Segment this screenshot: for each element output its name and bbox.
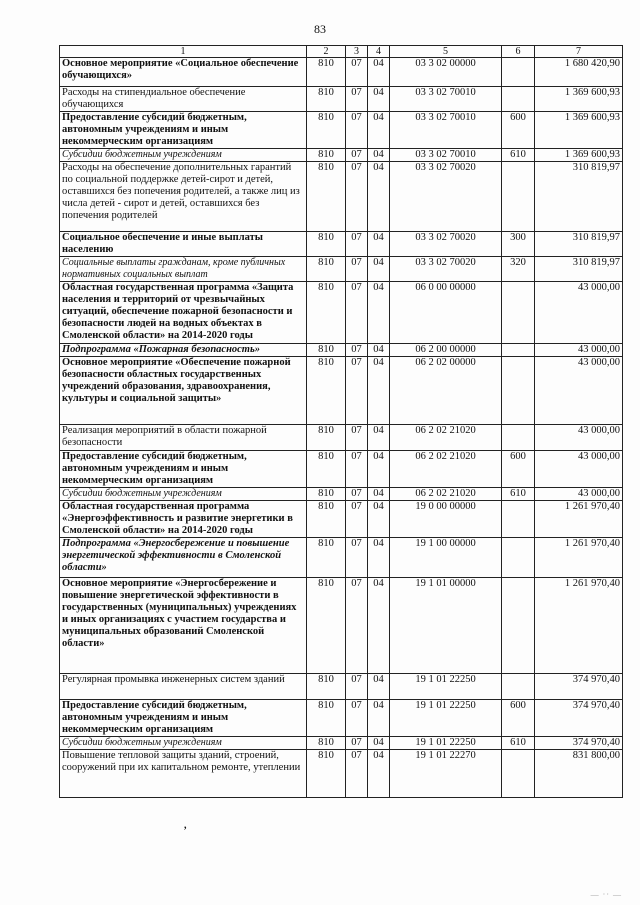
table-row [60, 451, 623, 488]
target-article-cell: 06 2 02 21020 [390, 488, 502, 501]
amount-cell: 1 680 420,90 [535, 58, 623, 87]
target-article-cell: 03 3 02 70010 [390, 149, 502, 162]
subsection-code-cell: 04 [368, 578, 390, 674]
section-code-cell: 07 [346, 357, 368, 425]
target-article-cell: 06 2 00 00000 [390, 344, 502, 357]
expense-type-cell [502, 578, 535, 674]
ministry-code-cell: 810 [307, 112, 346, 149]
amount-cell: 374 970,40 [535, 700, 623, 737]
section-code-cell: 07 [346, 232, 368, 257]
table-row [60, 344, 623, 357]
subsection-code-cell: 04 [368, 538, 390, 578]
expense-type-cell: 300 [502, 232, 535, 257]
subsection-code-cell: 04 [368, 357, 390, 425]
ministry-code-cell: 810 [307, 700, 346, 737]
ministry-code-cell: 810 [307, 451, 346, 488]
subsection-code-cell: 04 [368, 750, 390, 798]
section-code-cell: 07 [346, 162, 368, 232]
expense-type-cell [502, 538, 535, 578]
target-article-cell: 19 1 01 22250 [390, 700, 502, 737]
table-row [60, 737, 623, 750]
amount-cell: 43 000,00 [535, 425, 623, 451]
section-code-cell: 07 [346, 87, 368, 112]
ministry-code-cell: 810 [307, 87, 346, 112]
column-header-1: 1 [60, 46, 307, 58]
target-article-cell: 06 2 02 00000 [390, 357, 502, 425]
expense-type-cell: 610 [502, 488, 535, 501]
column-header-5: 5 [390, 46, 502, 58]
expense-type-cell [502, 87, 535, 112]
row-name-cell: Областная государственная программа «Энергоэффективность и развитие энергетики в Смоленской области» на 2014-2020 годы [60, 501, 307, 538]
ministry-code-cell: 810 [307, 674, 346, 700]
target-article-cell: 03 3 02 70020 [390, 162, 502, 232]
target-article-cell: 03 3 02 70020 [390, 232, 502, 257]
table-row [60, 58, 623, 87]
section-code-cell: 07 [346, 674, 368, 700]
section-code-cell: 07 [346, 578, 368, 674]
section-code-cell: 07 [346, 58, 368, 87]
subsection-code-cell: 04 [368, 425, 390, 451]
amount-cell: 1 369 600,93 [535, 112, 623, 149]
amount-cell: 1 261 970,40 [535, 578, 623, 674]
table-row [60, 488, 623, 501]
target-article-cell: 03 3 02 00000 [390, 58, 502, 87]
row-name-cell: Областная государственная программа «Защита населения и территорий от чрезвычайных ситуаций, обеспечение пожарной безопасности и безопасности людей на водных объектах в Смоленской области» на 2014-2020 годы [60, 282, 307, 344]
expense-type-cell [502, 58, 535, 87]
section-code-cell: 07 [346, 344, 368, 357]
amount-cell: 310 819,97 [535, 232, 623, 257]
section-code-cell: 07 [346, 501, 368, 538]
expense-type-cell [502, 425, 535, 451]
row-name-cell: Предоставление субсидий бюджетным, автономным учреждениям и иным некоммерческим организациям [60, 451, 307, 488]
row-name-cell: Субсидии бюджетным учреждениям [60, 149, 307, 162]
expense-type-cell [502, 282, 535, 344]
amount-cell: 831 800,00 [535, 750, 623, 798]
expense-type-cell [502, 674, 535, 700]
row-name-cell: Социальное обеспечение и иные выплаты населению [60, 232, 307, 257]
subsection-code-cell: 04 [368, 674, 390, 700]
target-article-cell: 19 1 01 22270 [390, 750, 502, 798]
amount-cell: 43 000,00 [535, 488, 623, 501]
subsection-code-cell: 04 [368, 700, 390, 737]
table-row [60, 700, 623, 737]
ministry-code-cell: 810 [307, 58, 346, 87]
amount-cell: 1 369 600,93 [535, 87, 623, 112]
ministry-code-cell: 810 [307, 578, 346, 674]
target-article-cell: 19 1 01 22250 [390, 737, 502, 750]
section-code-cell: 07 [346, 538, 368, 578]
subsection-code-cell: 04 [368, 149, 390, 162]
table-row [60, 357, 623, 425]
ministry-code-cell: 810 [307, 501, 346, 538]
target-article-cell: 03 3 02 70010 [390, 112, 502, 149]
section-code-cell: 07 [346, 700, 368, 737]
table-row [60, 750, 623, 798]
table-row [60, 578, 623, 674]
ministry-code-cell: 810 [307, 488, 346, 501]
amount-cell: 43 000,00 [535, 451, 623, 488]
target-article-cell: 19 1 00 00000 [390, 538, 502, 578]
expense-type-cell: 610 [502, 149, 535, 162]
table-row [60, 232, 623, 257]
amount-cell: 43 000,00 [535, 282, 623, 344]
subsection-code-cell: 04 [368, 87, 390, 112]
section-code-cell: 07 [346, 488, 368, 501]
amount-cell: 310 819,97 [535, 162, 623, 232]
subsection-code-cell: 04 [368, 232, 390, 257]
row-name-cell: Реализация мероприятий в области пожарной безопасности [60, 425, 307, 451]
table-body [60, 58, 623, 798]
row-name-cell: Подпрограмма «Пожарная безопасность» [60, 344, 307, 357]
section-code-cell: 07 [346, 425, 368, 451]
ministry-code-cell: 810 [307, 737, 346, 750]
amount-cell: 43 000,00 [535, 344, 623, 357]
row-name-cell: Расходы на обеспечение дополнительных гарантий по социальной поддержке детей-сирот и детей, оставшихся без попечения родителей, а также лиц из числа детей - сирот и детей, оставшихся без попечения родителей [60, 162, 307, 232]
row-name-cell: Предоставление субсидий бюджетным, автономным учреждениям и иным некоммерческим организациям [60, 700, 307, 737]
expense-type-cell [502, 344, 535, 357]
table-row [60, 501, 623, 538]
ministry-code-cell: 810 [307, 282, 346, 344]
subsection-code-cell: 04 [368, 501, 390, 538]
section-code-cell: 07 [346, 737, 368, 750]
column-header-3: 3 [346, 46, 368, 58]
table-row [60, 149, 623, 162]
row-name-cell: Расходы на стипендиальное обеспечение обучающихся [60, 87, 307, 112]
subsection-code-cell: 04 [368, 344, 390, 357]
target-article-cell: 19 1 01 00000 [390, 578, 502, 674]
target-article-cell: 06 2 02 21020 [390, 425, 502, 451]
expense-type-cell [502, 357, 535, 425]
row-name-cell: Субсидии бюджетным учреждениям [60, 488, 307, 501]
column-header-4: 4 [368, 46, 390, 58]
table-row [60, 257, 623, 282]
scan-artifact: — ·· — [590, 890, 622, 899]
expense-type-cell [502, 162, 535, 232]
subsection-code-cell: 04 [368, 737, 390, 750]
table-row [60, 425, 623, 451]
table-row [60, 282, 623, 344]
ministry-code-cell: 810 [307, 232, 346, 257]
row-name-cell: Повышение тепловой защиты зданий, строений, сооружений при их капитальном ремонте, утеплении [60, 750, 307, 798]
target-article-cell: 03 3 02 70010 [390, 87, 502, 112]
row-name-cell: Основное мероприятие «Социальное обеспечение обучающихся» [60, 58, 307, 87]
table-row [60, 674, 623, 700]
ministry-code-cell: 810 [307, 357, 346, 425]
ministry-code-cell: 810 [307, 344, 346, 357]
column-header-6: 6 [502, 46, 535, 58]
table-row [60, 87, 623, 112]
column-header-2: 2 [307, 46, 346, 58]
expense-type-cell: 600 [502, 700, 535, 737]
subsection-code-cell: 04 [368, 488, 390, 501]
amount-cell: 43 000,00 [535, 357, 623, 425]
column-header-7: 7 [535, 46, 623, 58]
amount-cell: 1 261 970,40 [535, 501, 623, 538]
amount-cell: 374 970,40 [535, 737, 623, 750]
expense-type-cell: 610 [502, 737, 535, 750]
expense-type-cell [502, 501, 535, 538]
table-row [60, 112, 623, 149]
target-article-cell: 03 3 02 70020 [390, 257, 502, 282]
page-number: 83 [314, 22, 326, 36]
row-name-cell: Подпрограмма «Энергосбережение и повышение энергетической эффективности в Смоленской области» [60, 538, 307, 578]
amount-cell: 374 970,40 [535, 674, 623, 700]
table-row [60, 538, 623, 578]
expense-type-cell: 600 [502, 451, 535, 488]
ministry-code-cell: 810 [307, 538, 346, 578]
subsection-code-cell: 04 [368, 162, 390, 232]
section-code-cell: 07 [346, 149, 368, 162]
target-article-cell: 06 2 02 21020 [390, 451, 502, 488]
stray-mark: , [184, 820, 187, 831]
target-article-cell: 06 0 00 00000 [390, 282, 502, 344]
expense-type-cell [502, 750, 535, 798]
row-name-cell: Предоставление субсидий бюджетным, автономным учреждениям и иным некоммерческим организациям [60, 112, 307, 149]
section-code-cell: 07 [346, 451, 368, 488]
expense-type-cell: 320 [502, 257, 535, 282]
row-name-cell: Основное мероприятие «Энергосбережение и повышение энергетической эффективности в государственных (муниципальных) учреждениях и иных организациях с участием государства и муниципальных образований Смоленской области» [60, 578, 307, 674]
section-code-cell: 07 [346, 282, 368, 344]
row-name-cell: Основное мероприятие «Обеспечение пожарной безопасности областных государственных учреждений образования, здравоохранения, культуры и социальной защиты» [60, 357, 307, 425]
table-header-row [60, 46, 623, 58]
budget-table [59, 45, 623, 798]
section-code-cell: 07 [346, 257, 368, 282]
expense-type-cell: 600 [502, 112, 535, 149]
ministry-code-cell: 810 [307, 425, 346, 451]
row-name-cell: Социальные выплаты гражданам, кроме публичных нормативных социальных выплат [60, 257, 307, 282]
amount-cell: 1 369 600,93 [535, 149, 623, 162]
section-code-cell: 07 [346, 750, 368, 798]
target-article-cell: 19 1 01 22250 [390, 674, 502, 700]
subsection-code-cell: 04 [368, 58, 390, 87]
subsection-code-cell: 04 [368, 451, 390, 488]
ministry-code-cell: 810 [307, 750, 346, 798]
table-row [60, 162, 623, 232]
row-name-cell: Регулярная промывка инженерных систем зданий [60, 674, 307, 700]
ministry-code-cell: 810 [307, 162, 346, 232]
amount-cell: 310 819,97 [535, 257, 623, 282]
target-article-cell: 19 0 00 00000 [390, 501, 502, 538]
subsection-code-cell: 04 [368, 112, 390, 149]
subsection-code-cell: 04 [368, 282, 390, 344]
row-name-cell: Субсидии бюджетным учреждениям [60, 737, 307, 750]
ministry-code-cell: 810 [307, 257, 346, 282]
ministry-code-cell: 810 [307, 149, 346, 162]
subsection-code-cell: 04 [368, 257, 390, 282]
amount-cell: 1 261 970,40 [535, 538, 623, 578]
section-code-cell: 07 [346, 112, 368, 149]
